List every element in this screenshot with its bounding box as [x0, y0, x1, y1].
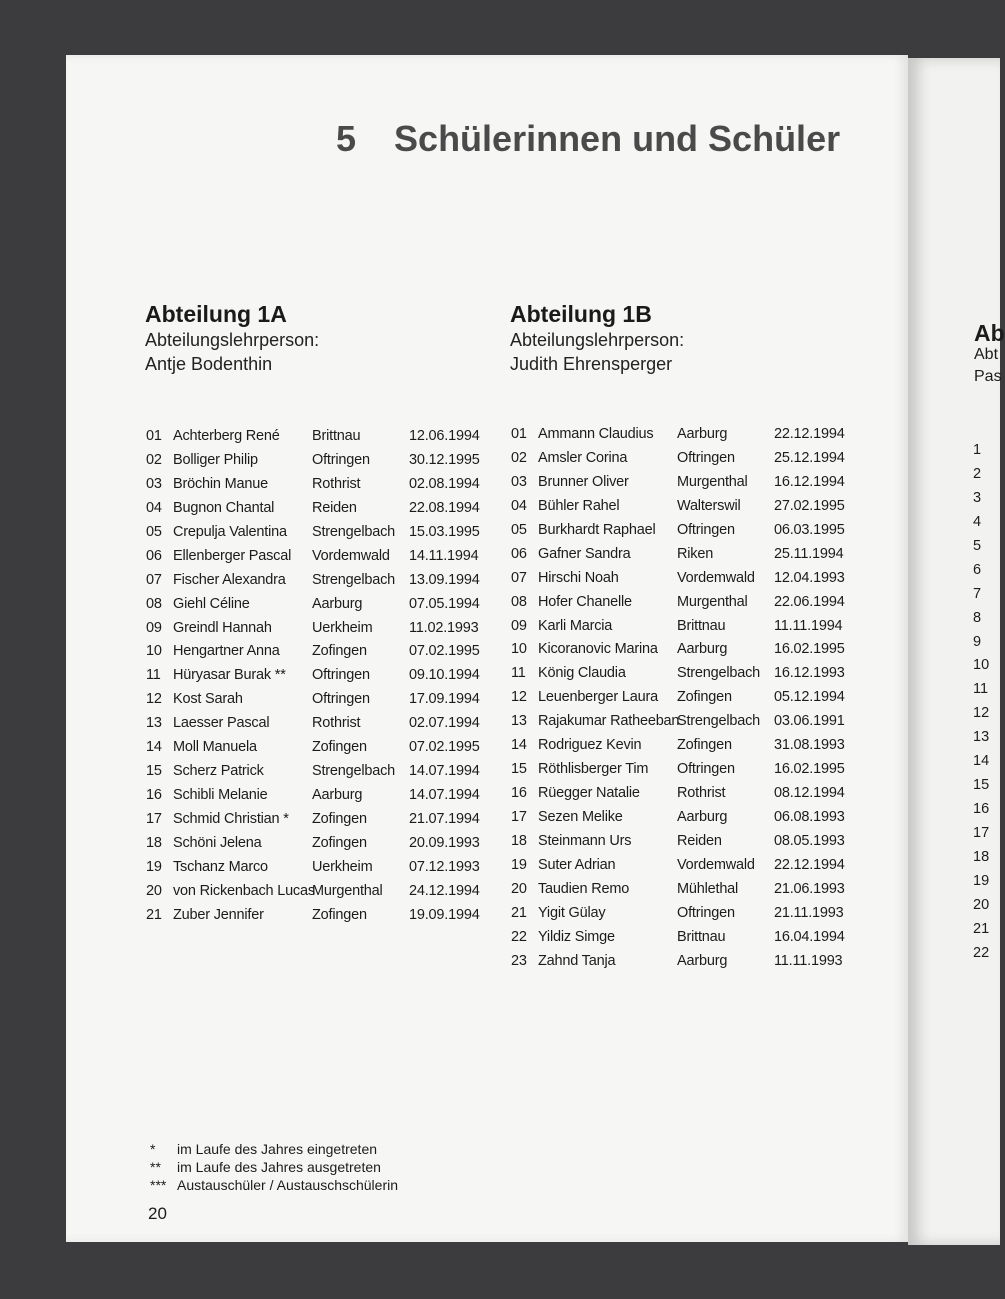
student-birthdate: 22.06.1994 — [774, 593, 845, 610]
student-name: Tschanz Marco — [173, 858, 268, 875]
student-place: Riken — [677, 545, 714, 562]
right-page-row-number: 1 — [973, 442, 982, 458]
student-birthdate: 16.12.1994 — [774, 473, 845, 490]
chapter-title-text: Schülerinnen und Schüler — [394, 118, 841, 159]
student-place: Mühlethal — [677, 880, 739, 897]
student-name: Rodriguez Kevin — [538, 737, 642, 754]
page-number: 20 — [148, 1204, 167, 1223]
student-place: Brittnau — [677, 928, 726, 945]
student-number: 18 — [146, 834, 162, 851]
student-number: 04 — [511, 497, 527, 514]
student-place: Oftringen — [312, 451, 370, 468]
student-place: Zofingen — [312, 906, 367, 923]
student-place: Oftringen — [677, 761, 735, 778]
student-birthdate: 08.12.1994 — [774, 785, 845, 802]
student-place: Zofingen — [312, 834, 367, 851]
student-birthdate: 15.03.1995 — [409, 523, 480, 540]
class-1b-heading: Abteilung 1B — [510, 301, 652, 327]
student-name: Schibli Melanie — [173, 787, 268, 804]
student-birthdate: 07.02.1995 — [409, 739, 480, 756]
student-number: 15 — [511, 761, 527, 778]
student-number: 06 — [511, 545, 527, 562]
student-place: Zofingen — [677, 689, 732, 706]
student-number: 01 — [146, 428, 162, 444]
student-name: Bugnon Chantal — [173, 499, 275, 516]
student-name: Scherz Patrick — [173, 763, 264, 780]
student-name: Zahnd Tanja — [538, 952, 616, 969]
footnote-text: im Laufe des Jahres ausgetreten — [177, 1159, 381, 1175]
student-name: Hirschi Noah — [538, 569, 619, 586]
student-name: Schöni Jelena — [173, 834, 262, 851]
student-birthdate: 27.02.1995 — [774, 497, 845, 514]
student-number: 03 — [511, 473, 527, 490]
right-page-row-number: 9 — [973, 633, 982, 650]
student-place: Aarburg — [677, 426, 728, 442]
student-birthdate: 02.08.1994 — [409, 475, 480, 492]
student-birthdate: 11.11.1993 — [774, 952, 843, 969]
student-birthdate: 25.12.1994 — [774, 449, 845, 466]
student-birthdate: 14.11.1994 — [409, 547, 479, 564]
student-number: 21 — [146, 906, 162, 923]
student-birthdate: 14.07.1994 — [409, 787, 480, 804]
student-birthdate: 07.12.1993 — [409, 858, 480, 875]
student-place: Zofingen — [312, 643, 367, 660]
student-number: 11 — [146, 667, 161, 684]
student-name: Ammann Claudius — [538, 426, 654, 442]
right-page-row-number: 13 — [973, 729, 990, 746]
right-page-row-number: 5 — [973, 537, 982, 554]
right-page-row-number: 15 — [973, 777, 990, 794]
student-number: 18 — [511, 832, 527, 849]
student-number: 07 — [511, 569, 527, 586]
student-number: 19 — [511, 856, 527, 873]
right-page-row-number: 18 — [973, 848, 990, 865]
student-birthdate: 17.09.1994 — [409, 691, 480, 708]
right-page-row-number: 21 — [973, 920, 990, 937]
chapter-number: 5 — [336, 118, 357, 159]
student-place: Oftringen — [677, 904, 735, 921]
student-place: Rothrist — [312, 715, 361, 732]
student-number: 04 — [146, 499, 162, 516]
student-number: 20 — [146, 882, 162, 899]
student-birthdate: 22.08.1994 — [409, 499, 480, 516]
student-number: 17 — [146, 811, 162, 827]
student-place: Strengelbach — [677, 713, 761, 730]
student-name: Zuber Jennifer — [173, 906, 264, 923]
student-place: Zofingen — [677, 737, 732, 754]
student-number: 23 — [511, 952, 527, 969]
class-1b-lead-label: Abteilungslehrperson: — [510, 330, 685, 350]
student-place: Strengelbach — [677, 665, 761, 682]
student-number: 09 — [146, 619, 162, 636]
student-birthdate: 19.09.1994 — [409, 906, 480, 923]
student-number: 03 — [146, 475, 162, 492]
class-1a-lead-name: Antje Bodenthin — [145, 354, 273, 374]
class-1b-header — [510, 300, 684, 376]
right-page-row-number: 7 — [973, 585, 982, 602]
student-number: 14 — [146, 739, 162, 756]
student-number: 19 — [146, 858, 162, 875]
right-page-row-number: 17 — [973, 825, 990, 841]
student-number: 20 — [511, 880, 527, 897]
student-number: 01 — [511, 426, 527, 442]
student-number: 16 — [511, 785, 527, 802]
student-name: Greindl Hannah — [173, 619, 272, 636]
student-name: Leuenberger Laura — [538, 689, 658, 706]
student-number: 12 — [146, 691, 162, 708]
student-place: Strengelbach — [312, 523, 396, 540]
student-place: Strengelbach — [312, 763, 396, 780]
student-birthdate: 16.02.1995 — [774, 641, 845, 658]
student-name: Hüryasar Burak ** — [173, 667, 286, 684]
student-place: Vordemwald — [677, 569, 755, 586]
student-name: Schmid Christian * — [173, 811, 289, 827]
student-birthdate: 21.11.1993 — [774, 904, 844, 921]
student-name: Fischer Alexandra — [173, 571, 286, 588]
student-birthdate: 16.04.1994 — [774, 928, 845, 945]
student-birthdate: 12.04.1993 — [774, 569, 845, 586]
student-birthdate: 05.12.1994 — [774, 689, 845, 706]
student-number: 21 — [511, 904, 527, 921]
right-page-row-number: 11 — [973, 681, 989, 698]
student-place: Oftringen — [312, 691, 370, 708]
student-name: Burkhardt Raphael — [538, 521, 656, 538]
student-name: Karli Marcia — [538, 617, 613, 634]
student-number: 02 — [146, 451, 162, 468]
right-page-row-numbers — [973, 439, 989, 966]
student-name: Hofer Chanelle — [538, 593, 632, 610]
student-number: 08 — [146, 595, 162, 612]
student-number: 02 — [511, 449, 527, 466]
student-name: Kost Sarah — [173, 691, 243, 708]
student-place: Rothrist — [677, 785, 726, 802]
student-birthdate: 25.11.1994 — [774, 545, 844, 562]
student-birthdate: 16.02.1995 — [774, 761, 845, 778]
student-name: Giehl Céline — [173, 595, 250, 612]
student-name: Bolliger Philip — [173, 451, 258, 468]
student-name: Amsler Corina — [538, 449, 628, 466]
class-1a-lead-label: Abteilungslehrperson: — [145, 330, 320, 350]
right-page — [908, 58, 1005, 1245]
student-birthdate: 14.07.1994 — [409, 763, 480, 780]
right-page-lead-name-fragment: Pas — [974, 368, 1002, 385]
student-name: Crepulja Valentina — [173, 523, 287, 540]
student-name: Moll Manuela — [173, 739, 257, 756]
student-birthdate: 22.12.1994 — [774, 856, 845, 873]
student-number: 15 — [146, 763, 162, 780]
student-birthdate: 21.06.1993 — [774, 880, 845, 897]
student-number: 10 — [511, 641, 527, 658]
student-place: Vordemwald — [677, 856, 755, 873]
student-birthdate: 09.10.1994 — [409, 667, 480, 684]
student-birthdate: 22.12.1994 — [774, 426, 845, 442]
student-number: 07 — [146, 571, 162, 588]
student-birthdate: 12.06.1994 — [409, 428, 480, 444]
student-name: Bühler Rahel — [538, 497, 620, 514]
student-number: 11 — [511, 665, 526, 682]
footnote-text: Austauschüler / Austauschschülerin — [177, 1177, 399, 1193]
student-place: Murgenthal — [677, 593, 748, 610]
student-number: 05 — [511, 521, 527, 538]
student-name: König Claudia — [538, 665, 626, 682]
student-name: Rüegger Natalie — [538, 785, 640, 802]
student-birthdate: 13.09.1994 — [409, 571, 480, 588]
student-number: 08 — [511, 593, 527, 610]
student-number: 09 — [511, 617, 527, 634]
student-place: Reiden — [677, 832, 722, 849]
student-place: Brittnau — [677, 617, 726, 634]
student-number: 14 — [511, 737, 527, 754]
student-place: Rothrist — [312, 475, 361, 492]
right-page-row-number: 22 — [973, 944, 990, 961]
student-place: Strengelbach — [312, 571, 396, 588]
student-number: 13 — [511, 713, 527, 730]
class-1a-heading: Abteilung 1A — [145, 301, 287, 327]
student-birthdate: 02.07.1994 — [409, 715, 480, 732]
footnote-text: im Laufe des Jahres eingetreten — [177, 1141, 378, 1157]
right-page-row-number: 2 — [973, 465, 982, 482]
student-birthdate: 24.12.1994 — [409, 882, 480, 899]
student-birthdate: 06.08.1993 — [774, 809, 845, 825]
right-page-lead-label-fragment: Abt — [974, 346, 999, 363]
footnote-symbol: * — [150, 1141, 156, 1157]
student-birthdate: 06.03.1995 — [774, 521, 845, 538]
student-place: Reiden — [312, 499, 357, 516]
right-page-row-number: 8 — [973, 609, 982, 626]
student-place: Zofingen — [312, 811, 367, 827]
right-page-row-number: 19 — [973, 872, 990, 889]
student-number: 17 — [511, 809, 527, 825]
student-number: 13 — [146, 715, 162, 732]
right-page-row-number: 3 — [973, 489, 982, 506]
right-page-row-number: 14 — [973, 753, 990, 770]
right-page-row-number: 16 — [973, 801, 990, 818]
student-name: Taudien Remo — [538, 880, 630, 897]
student-birthdate: 03.06.1991 — [774, 713, 845, 730]
student-number: 05 — [146, 523, 162, 540]
student-name: Rajakumar Ratheeban — [538, 713, 680, 730]
student-place: Aarburg — [312, 787, 363, 804]
student-place: Uerkheim — [312, 858, 373, 875]
student-birthdate: 07.02.1995 — [409, 643, 480, 660]
student-place: Aarburg — [677, 641, 728, 658]
class-1a-header — [145, 300, 319, 376]
footnote-symbol: ** — [150, 1159, 161, 1175]
student-name: Bröchin Manue — [173, 475, 268, 492]
student-place: Brittnau — [312, 428, 361, 444]
student-place: Murgenthal — [677, 473, 748, 490]
student-place: Aarburg — [677, 809, 728, 825]
class-1b-lead-name: Judith Ehrensperger — [510, 354, 673, 374]
student-number: 06 — [146, 547, 162, 564]
right-page-row-number: 10 — [973, 657, 990, 674]
student-birthdate: 21.07.1994 — [409, 811, 480, 827]
student-birthdate: 08.05.1993 — [774, 832, 845, 849]
student-name: Röthlisberger Tim — [538, 761, 649, 778]
student-birthdate: 11.11.1994 — [774, 617, 843, 634]
student-birthdate: 11.02.1993 — [409, 619, 479, 636]
student-place: Vordemwald — [312, 547, 390, 564]
student-name: Laesser Pascal — [173, 715, 270, 732]
right-page-row-number: 6 — [973, 561, 982, 578]
right-page-row-number: 12 — [973, 705, 990, 722]
student-name: Steinmann Urs — [538, 832, 632, 849]
student-place: Oftringen — [677, 449, 735, 466]
student-birthdate: 20.09.1993 — [409, 834, 480, 851]
student-number: 10 — [146, 643, 162, 660]
student-place: Murgenthal — [312, 882, 383, 899]
student-place: Zofingen — [312, 739, 367, 756]
student-birthdate: 16.12.1993 — [774, 665, 845, 682]
student-number: 22 — [511, 928, 527, 945]
student-place: Uerkheim — [312, 619, 373, 636]
footnote-symbol: *** — [150, 1177, 167, 1193]
student-place: Aarburg — [312, 595, 363, 612]
student-name: von Rickenbach Lucas — [173, 882, 315, 899]
student-name: Kicoranovic Marina — [538, 641, 658, 658]
student-place: Oftringen — [312, 667, 370, 684]
student-number: 16 — [146, 787, 162, 804]
right-page-row-number: 4 — [973, 513, 982, 530]
student-name: Hengartner Anna — [173, 643, 280, 660]
student-name: Ellenberger Pascal — [173, 547, 292, 564]
student-name: Yigit Gülay — [538, 904, 606, 921]
student-place: Aarburg — [677, 952, 728, 969]
right-page-heading-fragment: Ab — [974, 320, 1005, 346]
student-place: Oftringen — [677, 521, 735, 538]
right-page-row-number: 20 — [973, 896, 990, 913]
student-birthdate: 07.05.1994 — [409, 595, 480, 612]
student-place: Walterswil — [677, 497, 741, 514]
student-number: 12 — [511, 689, 527, 706]
chapter-title — [336, 118, 840, 160]
student-name: Sezen Melike — [538, 809, 623, 825]
student-birthdate: 30.12.1995 — [409, 451, 480, 468]
student-name: Brunner Oliver — [538, 473, 629, 490]
student-name: Achterberg René — [173, 428, 280, 444]
student-name: Gafner Sandra — [538, 545, 631, 562]
student-birthdate: 31.08.1993 — [774, 737, 845, 754]
student-name: Yildiz Simge — [538, 928, 615, 945]
student-name: Suter Adrian — [538, 856, 616, 873]
